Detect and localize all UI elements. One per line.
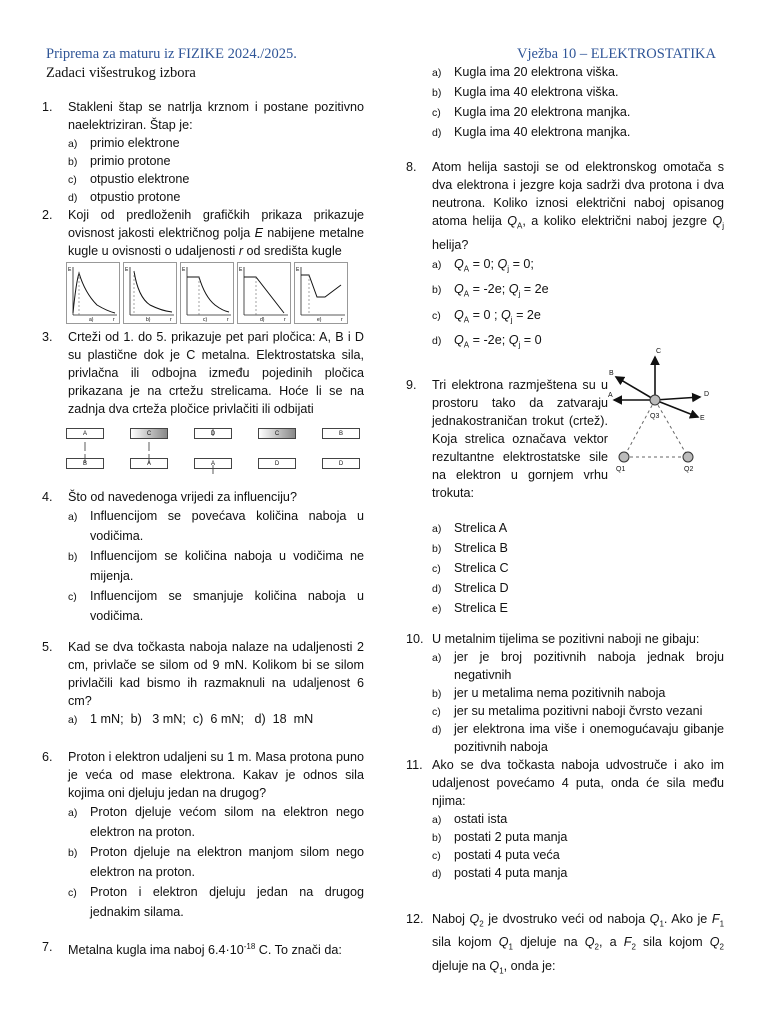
option[interactable]: a) Proton djeluje većom silom na elektron nego elektron na proton. [68,805,364,839]
right-column [406,62,724,980]
option[interactable]: d) postati 4 puta manja [432,865,568,880]
header-title-right: Vježba 10 – ELEKTROSTATIKA [517,46,716,62]
question-text: Što od navedenoga vrijedi za influenciju? [68,490,297,504]
option[interactable]: e) Strelica E [432,600,508,615]
question-10 [406,630,724,756]
option[interactable]: b) jer u metalima nema pozitivnih naboja [432,685,666,700]
arrow-b [616,377,655,400]
option[interactable]: a) Influencijom se povećava količina naboja u vodičima. [68,509,364,543]
svg-text:r: r [284,317,286,323]
svg-text:E: E [125,267,129,273]
options-list [68,134,364,206]
svg-text:E: E [700,415,705,422]
svg-text:b): b) [146,317,151,323]
svg-text:E: E [182,267,186,273]
option[interactable]: c) Proton i elektron djeluju jedan na drugog jednakim silama. [68,885,364,919]
question-number: 11. [406,757,423,772]
charge-q3 [650,395,660,405]
pair-2: C A [130,428,170,469]
option[interactable]: b) primio protone [68,154,171,168]
option[interactable]: d) Kugla ima 40 elektrona manjka. [432,125,631,139]
options-list [68,802,364,922]
option[interactable]: b) Proton djeluje na elektron manjom silom nego elektron na proton. [68,845,364,879]
pair-3: D A [194,428,234,469]
q7-options [406,62,724,142]
graph-a[interactable] [66,262,120,324]
option[interactable]: d) Strelica D [432,580,509,595]
option[interactable]: d) otpustio protone [68,190,181,204]
question-11 [406,756,724,882]
option[interactable]: c) postati 4 puta veća [432,847,560,862]
options-list [432,648,724,756]
svg-text:B: B [609,370,614,377]
options-inline[interactable]: a) 1 mN; b) 3 mN; c) 6 mN; d) 18 mN [68,712,314,726]
svg-text:E: E [68,267,72,273]
question-text: Atom helija sastoji se od elektronskog omotača s dva elektrona i jezgre koja sadrži dva protona i dva neutrona. Koliko iznosi električni naboj opisanog atoma helija $Q_A$, a koliko električni naboj jezgre $Q_j$ helija? [432,160,724,252]
option[interactable]: b) Influencijom se količina naboja u vodičima ne mijenja. [68,549,364,583]
charge-q1 [619,452,629,462]
option[interactable]: a) primio elektrone [68,136,180,150]
option[interactable]: b) Kugla ima 40 elektrona viška. [432,85,619,99]
svg-text:d): d) [260,317,265,323]
option[interactable]: c) $Q_A = 0$ ; $Q_j = 2e$ [432,307,541,325]
plate-pairs [66,424,364,480]
pair-4: C D [258,428,298,469]
question-number: 7. [42,940,53,954]
options-list [432,254,724,356]
svg-text:c): c) [203,317,208,323]
question-2 [42,206,364,260]
svg-text:D: D [704,391,710,398]
option[interactable]: c) Kugla ima 20 elektrona manjka. [432,105,631,119]
question-text: Crteži od 1. do 5. prikazuje pet pari pločica: A, B i D su plastične dok je C metalna. Elektrostatska sila, privlačna ili odbojna između pojedinih pločica prikazana je na crtežu strelicama. Hoće li se na zadnja dva crteža pločice privlačiti ili odbijati [68,330,364,416]
arrow-d [655,397,700,400]
question-number: 9. [406,377,417,392]
question-text: U metalnim tijelima se pozitivni naboji ne gibaju: [432,631,700,646]
question-8 [406,158,724,356]
question-7 [42,938,364,959]
question-text: Metalna kugla ima naboj $6.4\cdot 10^{-18}$ C. To znači da: [68,942,342,958]
graph-d[interactable] [237,262,291,324]
svg-text:E: E [296,267,300,273]
question-6 [42,748,364,922]
question-text: Proton i elektron udaljeni su 1 m. Masa protona puno je veća od mase elektrona. Kakav je odnos sila kojima oni djeluju jedan na drugog? [68,750,364,800]
section-subtitle: Zadaci višestrukog izbora [46,65,196,81]
option[interactable]: d) jer elektrona ima više i onemogućavaju gibanje pozitivnih naboja [432,721,724,754]
question-text: Stakleni štap se natrlja krznom i postane pozitivno naelektriziran. Štap je: [68,100,364,132]
option[interactable]: b) Strelica B [432,540,508,555]
svg-text:r: r [170,317,172,323]
graph-options [66,262,364,324]
left-column [42,98,364,959]
options-list [432,518,724,618]
svg-text:r: r [227,317,229,323]
svg-text:C: C [656,348,662,355]
question-5 [42,638,364,728]
option[interactable]: a) Kugla ima 20 elektrona viška. [432,65,619,79]
question-text: Tri elektrona razmještena su u prostoru tako da zatvaraju jednakostraničan trokut (crtež). Koja strelica označava vektor rezultantne elektrostatske sile na elektron u gornjem vrhu trokuta: [432,377,608,500]
option[interactable]: c) Strelica C [432,560,509,575]
question-number: 1. [42,100,53,114]
pair-1: A B [66,428,106,469]
option[interactable]: d) $Q_A = -2e$; $Q_j = 0$ [432,333,542,350]
option[interactable]: c) Influencijom se smanjuje količina naboja u vodičima. [68,589,364,623]
option[interactable]: a) Strelica A [432,520,508,535]
header-title-left: Priprema za maturu iz FIZIKE 2024./2025. [46,46,297,62]
charge-q2 [683,452,693,462]
pair-5: B D [322,428,362,469]
option[interactable]: a) ostati ista [432,811,508,826]
option[interactable]: b) $Q_A = -2e$; $Q_j = 2e$ [432,282,549,299]
question-4 [42,488,364,626]
option[interactable]: a) $Q_A = 0$; $Q_j = 0$; [432,256,534,274]
question-number: 3. [42,330,53,344]
question-number: 5. [42,640,53,654]
svg-text:a): a) [89,317,94,323]
svg-text:E: E [239,267,243,273]
question-number: 8. [406,160,417,174]
svg-text:Q3: Q3 [650,413,660,420]
svg-text:Q2: Q2 [684,466,694,473]
question-text: Naboj $Q_2$ je dvostruko veći od naboja $Q_1$. Ako je $F_1$ sila kojom $Q_1$ djeluje na $Q_2$, a $F_2$ sila kojom $Q_2$ djeluje na $Q_1$, onda je: [432,911,725,976]
svg-text:r: r [341,317,343,323]
question-12 [406,910,724,981]
question-number: 2. [42,208,53,222]
question-text: Ako se dva točkasta naboja udvostruče i ako im udaljenost povećamo 4 puta, onda će sila među njima: [432,757,724,808]
question-text: Koji od predloženih grafičkih prikaza prikazuje ovisnost jakosti električnog polja E nabijene metalne kugle u ovisnosti o udaljenosti r od središta kugle [68,208,365,258]
svg-text:A: A [608,392,613,399]
options-list [68,506,364,626]
svg-text:Q1: Q1 [616,466,626,473]
graph-b[interactable] [123,262,177,324]
question-number: 4. [42,490,53,504]
option[interactable]: a) jer je broj pozitivnih naboja jednak broju negativnih [432,649,724,682]
option[interactable]: c) jer su metalima pozitivni naboji čvrsto vezani [432,703,703,718]
question-number: 10. [406,631,424,646]
question-3 [42,328,364,418]
options-list [432,810,724,882]
arrow-e [655,400,698,417]
question-1 [42,98,364,206]
graph-e[interactable] [294,262,348,324]
graph-c[interactable] [180,262,234,324]
svg-text:e): e) [317,317,322,323]
svg-text:r: r [113,317,115,323]
triangle-figure [606,345,726,475]
option[interactable]: c) otpustio elektrone [68,172,190,186]
question-text: Kad se dva točkasta naboja nalaze na udaljenosti 2 cm, privlače se silom od 9 mN. Kolikom bi se silom privlačili kad bismo ih razmaknuli na udaljenost 6 cm? [68,640,364,708]
question-number: 6. [42,750,53,764]
question-number: 12. [406,911,424,926]
option[interactable]: b) postati 2 puta manja [432,829,568,844]
